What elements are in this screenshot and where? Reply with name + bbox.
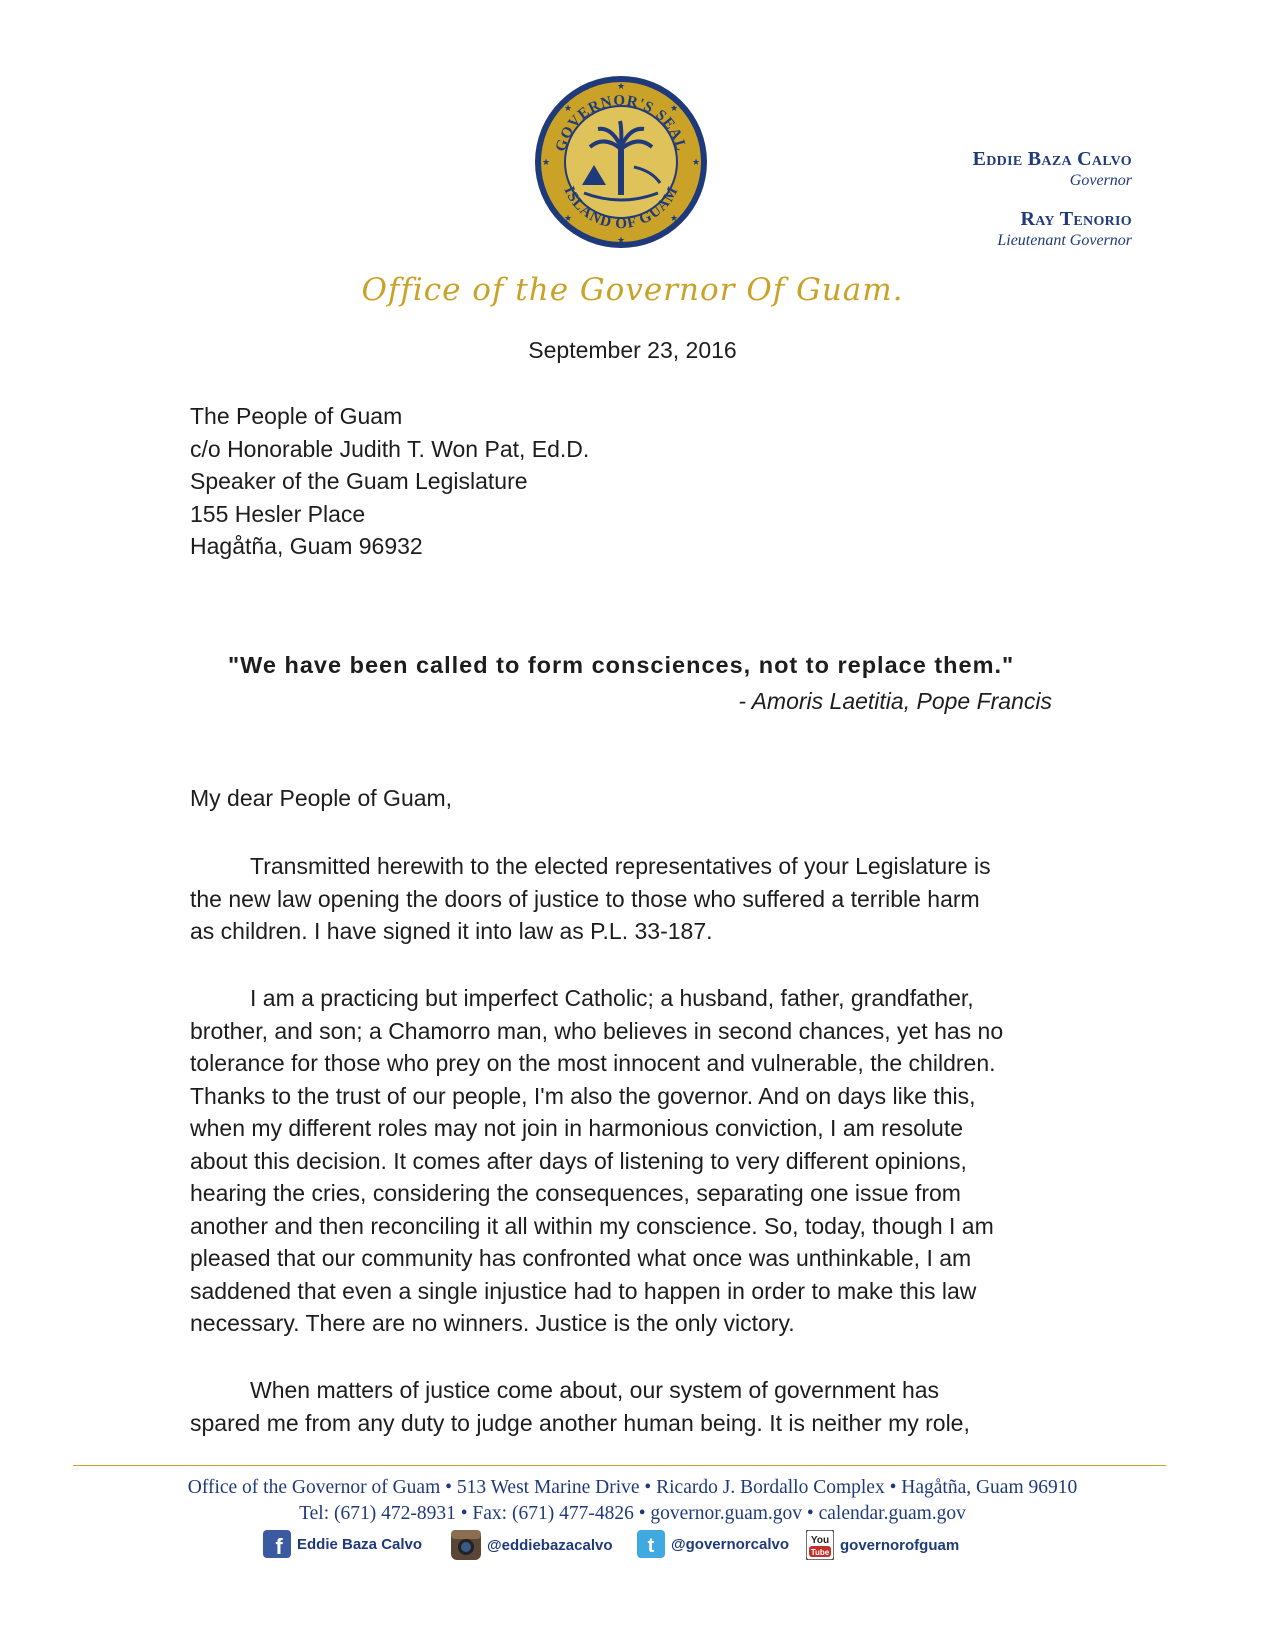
svg-text:★: ★ <box>669 214 679 224</box>
paragraph-line: saddened that even a single injustice had to happen in order to make this law <box>190 1277 977 1304</box>
paragraph-line: pleased that our community has confronted what once was unthinkable, I am <box>190 1245 972 1271</box>
governor-name: Eddie Baza Calvo <box>972 148 1132 170</box>
instagram-icon <box>451 1530 481 1560</box>
svg-text:★: ★ <box>563 104 573 114</box>
letter-date: September 23, 2016 <box>528 337 737 363</box>
paragraph-line: brother, and son; a Chamorro man, who believes in second chances, yet has no <box>190 1017 1004 1044</box>
instagram-link[interactable] <box>451 1530 613 1560</box>
svg-text:★: ★ <box>616 82 626 92</box>
paragraph-line: another and then reconciling it all within my conscience. So, today, though I am <box>190 1212 994 1239</box>
lt-governor-title: Lieutenant Governor <box>997 232 1132 249</box>
svg-text:Tube: Tube <box>810 1548 830 1557</box>
paragraph-line: necessary. There are no winners. Justice is the only victory. <box>190 1310 795 1336</box>
facebook-handle: Eddie Baza Calvo <box>297 1535 423 1553</box>
svg-text:You: You <box>810 1535 830 1546</box>
lt-governor-name: Ray Tenorio <box>1020 208 1132 230</box>
paragraph-line: hearing the cries, considering the consequences, separating one issue from <box>190 1180 961 1206</box>
paragraph-line: about this decision. It comes after days of listening to very different opinions, <box>190 1147 967 1174</box>
body-paragraph-3 <box>190 1374 1060 1439</box>
svg-text:f: f <box>275 1534 283 1558</box>
paragraph-line: tolerance for those who prey on the most innocent and vulnerable, the children. <box>190 1050 996 1076</box>
epigraph-source: - Amoris Laetitia, Pope Francis <box>738 688 1052 714</box>
address-line: Speaker of the Guam Legislature <box>190 468 528 494</box>
body-paragraph-2 <box>190 982 1060 1340</box>
twitter-icon <box>637 1530 665 1558</box>
address-line: Hagåtña, Guam 96932 <box>190 533 423 559</box>
svg-text:ISLAND OF GUAM: ISLAND OF GUAM <box>560 183 682 233</box>
address-line: 155 Hesler Place <box>190 500 366 527</box>
instagram-handle: @eddiebazacalvo <box>487 1536 613 1554</box>
facebook-link[interactable] <box>263 1530 422 1558</box>
svg-text:t: t <box>647 1535 655 1557</box>
recipient-address <box>190 400 589 563</box>
footer-address: Office of the Governor of Guam • 513 West Marine Drive • Ricardo J. Bordallo Complex • Hagåtña, Guam 96910 <box>187 1477 1078 1498</box>
youtube-icon <box>806 1530 834 1560</box>
svg-text:★: ★ <box>616 236 626 246</box>
twitter-link[interactable] <box>637 1530 789 1558</box>
youtube-link[interactable] <box>806 1530 959 1560</box>
paragraph-line: as children. I have signed it into law as P.L. 33-187. <box>190 918 713 944</box>
paragraph-line: Thanks to the trust of our people, I'm also the governor. And on days like this, <box>190 1082 976 1109</box>
twitter-handle: @governorcalvo <box>671 1535 789 1553</box>
svg-text:★: ★ <box>563 214 573 224</box>
svg-text:GOVERNOR'S SEAL: GOVERNOR'S SEAL <box>552 92 689 154</box>
svg-text:★: ★ <box>691 158 701 168</box>
paragraph-line: I am a practicing but imperfect Catholic; a husband, father, grandfather, <box>250 985 974 1011</box>
paragraph-line: Transmitted herewith to the elected representatives of your Legislature is <box>250 853 991 879</box>
body-paragraph-1 <box>190 850 1060 948</box>
facebook-icon <box>263 1530 291 1558</box>
salutation: My dear People of Guam, <box>190 785 453 811</box>
letterhead-office-script: Office of the Governor Of Guam. <box>361 272 904 308</box>
address-line: The People of Guam <box>190 403 403 429</box>
officials-block <box>973 148 1132 250</box>
governors-seal <box>534 75 708 249</box>
paragraph-line: when my different roles may not join in harmonious conviction, I am resolute <box>190 1115 964 1141</box>
seal-icon <box>534 75 708 249</box>
paragraph-line: the new law opening the doors of justice to those who suffered a terrible harm <box>190 885 980 912</box>
governor-title: Governor <box>1069 172 1132 189</box>
svg-text:★: ★ <box>541 158 551 168</box>
address-line: c/o Honorable Judith T. Won Pat, Ed.D. <box>190 435 590 462</box>
footer-contact: Tel: (671) 472-8931 • Fax: (671) 477-4826 • governor.guam.gov • calendar.guam.gov <box>299 1503 966 1524</box>
youtube-handle: governorofguam <box>840 1536 960 1554</box>
svg-text:★: ★ <box>669 104 679 114</box>
epigraph-quote: "We have been called to form consciences, not to replace them." <box>228 652 1015 678</box>
paragraph-line: When matters of justice come about, our system of government has <box>250 1377 940 1403</box>
footer-divider <box>73 1465 1166 1466</box>
paragraph-line: spared me from any duty to judge another human being. It is neither my role, <box>190 1409 970 1436</box>
